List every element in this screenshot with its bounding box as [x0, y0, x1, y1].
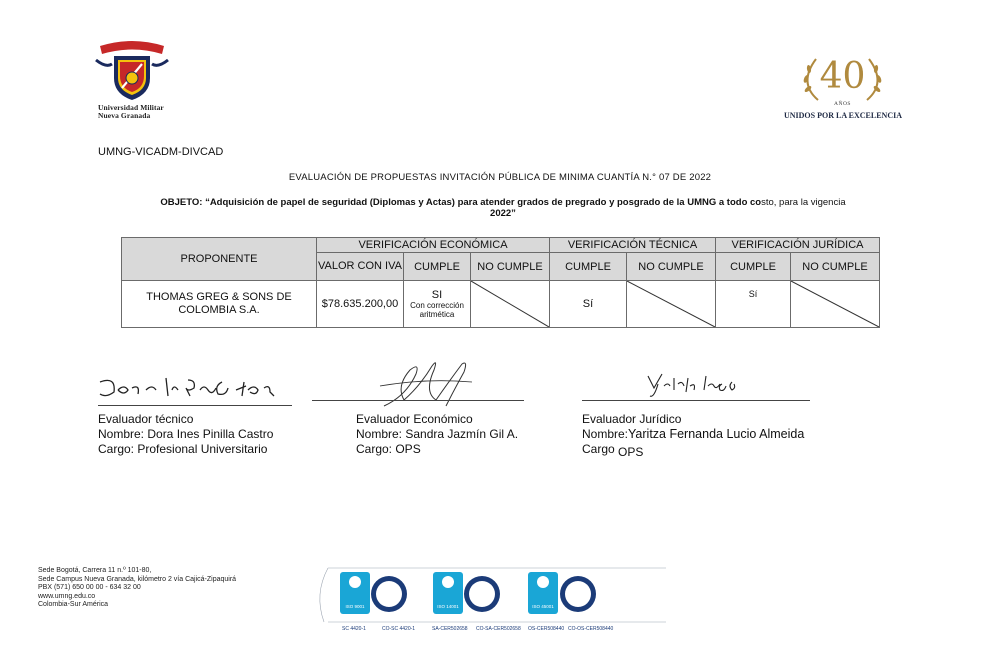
signature-block-technical	[98, 412, 273, 457]
footer-address-line: www.umng.edu.co	[38, 592, 96, 600]
umng-logo-line2: Nueva Granada	[98, 111, 151, 120]
signature-legal-scribble	[644, 370, 744, 400]
footer-address	[38, 567, 236, 610]
cell-jur-cumple: Sí	[716, 281, 791, 328]
footer-address-line: Sede Bogotá, Carrera 11 n.º 101-80,	[38, 567, 152, 574]
signature-cargo: Cargo: OPS	[356, 442, 421, 456]
umng-shield-icon	[92, 38, 172, 104]
cell-proponente: THOMAS GREG & SONS DE COLOMBIA S.A.	[122, 281, 317, 328]
cert-badge-iso9001: ISO 9001	[345, 604, 365, 609]
strike-line-icon	[627, 281, 715, 327]
signature-name: Nombre: Dora Ines Pinilla Castro	[98, 427, 274, 441]
signature-cargo-value: OPS	[618, 445, 644, 459]
signature-economic-scribble	[376, 356, 476, 412]
header-eco-cumple: CUMPLE	[404, 253, 471, 281]
anniversary-number: 40	[819, 56, 866, 97]
cert-badge-iso45001: ISO 45001	[532, 604, 554, 609]
cell-tec-no-cumple	[627, 281, 716, 328]
certification-strip	[310, 564, 666, 636]
cell-valor: $78.635.200,00	[317, 281, 404, 328]
cell-eco-no-cumple	[471, 281, 550, 328]
footer-address-line: Sede Campus Nueva Granada, kilómetro 2 vía Cajicá-Zipaquirá	[38, 575, 237, 583]
signature-cargo: Cargo: Profesional Universitario	[98, 442, 268, 456]
cert-code: SC 4420-1	[342, 626, 366, 632]
document-objeto	[108, 197, 898, 219]
strike-line-icon	[471, 281, 549, 327]
cert-code: OS-CER508440	[528, 626, 565, 632]
evaluation-table	[121, 237, 880, 328]
cell-jur-no-cumple	[791, 281, 880, 328]
objeto-normal: sto, para la vigencia	[761, 197, 846, 208]
document-reference: UMNG-VICADM-DIVCAD	[98, 146, 224, 158]
header-verificacion-economica: VERIFICACIÓN ECONÓMICA	[317, 238, 550, 253]
anniversary-sub: AÑOS	[834, 101, 851, 107]
signature-role: Evaluador Jurídico	[582, 412, 682, 426]
certification-badges-icon	[310, 564, 666, 624]
header-verificacion-juridica: VERIFICACIÓN JURÍDICA	[716, 238, 880, 253]
anniversary-logo	[770, 55, 915, 125]
header-jur-no-cumple: NO CUMPLE	[791, 253, 880, 281]
objeto-bold: OBJETO: “Adquisición de papel de seguridad (Diplomas y Actas) para atender grados de pregrado y posgrado de la UMNG a todo co	[160, 197, 762, 208]
header-tec-cumple: CUMPLE	[550, 253, 627, 281]
eco-cumple-value: SI	[431, 289, 443, 301]
footer-address-line: PBX (571) 650 00 00 - 634 32 00	[38, 584, 141, 592]
cert-code: CO-SA-CER502658	[476, 626, 521, 632]
anniversary-tagline: UNIDOS POR LA EXCELENCIA	[783, 111, 903, 120]
umng-logo	[92, 38, 172, 124]
strike-line-icon	[791, 281, 879, 327]
header-valor-con-iva: VALOR CON IVA	[317, 253, 404, 281]
cert-code: CO-OS-CER508440	[568, 626, 614, 632]
signature-line-economic	[312, 400, 524, 401]
signature-technical-scribble	[96, 368, 286, 406]
cert-code: CO-SC 4420-1	[382, 626, 416, 632]
header-proponente: PROPONENTE	[122, 238, 317, 281]
header-eco-no-cumple: NO CUMPLE	[471, 253, 550, 281]
table-row	[122, 281, 880, 328]
signature-cargo-label: Cargo	[582, 442, 615, 456]
signature-name: Nombre: Sandra Jazmín Gil A.	[356, 427, 519, 441]
umng-logo-line1: Universidad Militar	[98, 103, 164, 112]
signature-block-legal	[582, 412, 804, 457]
signature-name-label: Nombre:	[582, 427, 629, 441]
header-jur-cumple: CUMPLE	[716, 253, 791, 281]
cell-eco-cumple	[404, 281, 471, 328]
eco-cumple-note: Con corrección aritmética	[410, 301, 464, 319]
signature-block-economic	[356, 412, 518, 457]
objeto-line2: 2022”	[490, 208, 516, 219]
signature-name-value: Yaritza Fernanda Lucio Almeida	[628, 427, 805, 441]
document-title: EVALUACIÓN DE PROPUESTAS INVITACIÓN PÚBLICA DE MINIMA CUANTÍA N.° 07 DE 2022	[288, 172, 712, 183]
header-tec-no-cumple: NO CUMPLE	[627, 253, 716, 281]
cert-code: SA-CER502658	[432, 626, 468, 632]
header-verificacion-tecnica: VERIFICACIÓN TÉCNICA	[550, 238, 716, 253]
cell-tec-cumple: Sí	[550, 281, 627, 328]
signature-line-legal	[582, 400, 810, 401]
signature-role: Evaluador Económico	[356, 412, 473, 426]
signature-role: Evaluador técnico	[98, 412, 194, 426]
footer-address-line: Colombia-Sur América	[38, 601, 109, 609]
signature-line-technical	[98, 405, 292, 406]
cert-badge-iso14001: ISO 14001	[437, 604, 459, 609]
